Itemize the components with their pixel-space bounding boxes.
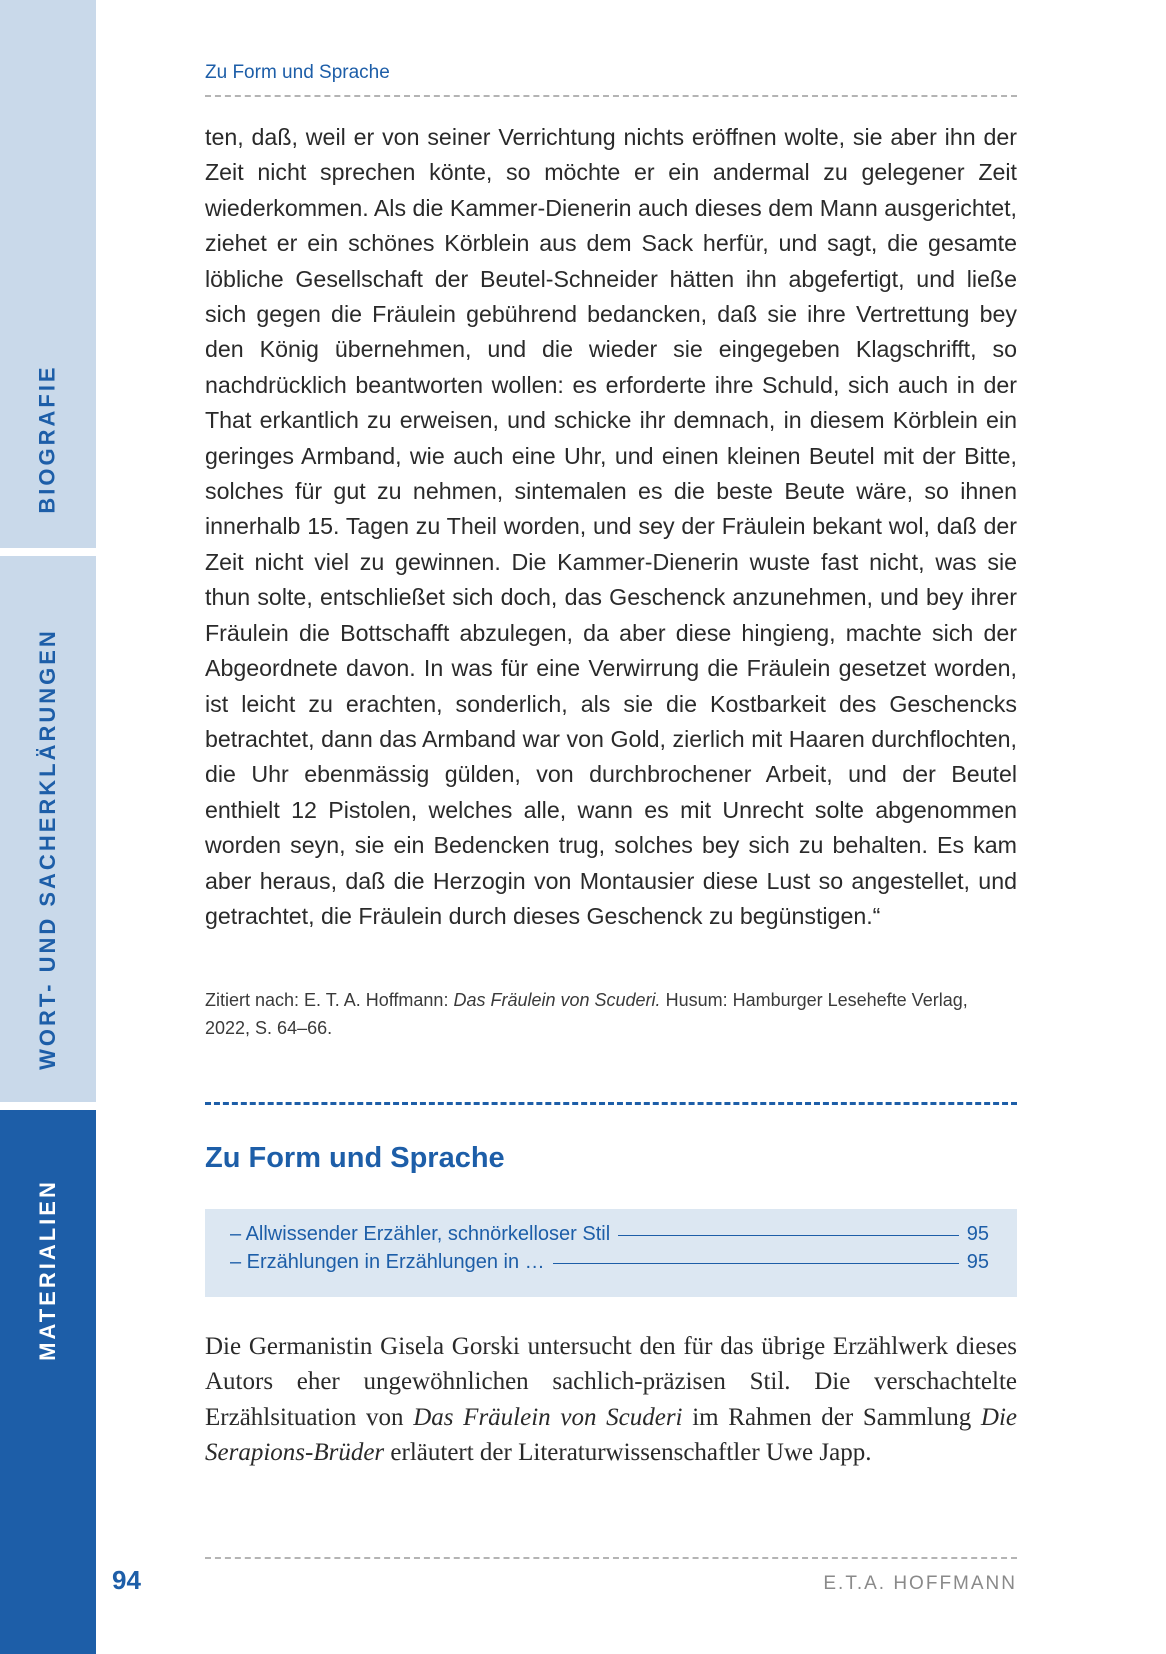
citation-prefix: Zitiert nach: E. T. A. Hoffmann:: [205, 990, 454, 1010]
toc-entry-label: – Allwissender Erzähler, schnörkelloser Stil: [230, 1223, 611, 1245]
sidebar-tab-biografie[interactable]: [0, 0, 96, 548]
running-head: Zu Form und Sprache: [205, 62, 390, 83]
section-intro: [205, 1329, 1017, 1471]
intro-text-part: erläutert der Literaturwissenschaftler Uwe Japp.: [384, 1439, 872, 1467]
section-divider: [205, 1102, 1017, 1105]
sidebar-tab-label: BIOGRAFIE: [35, 364, 61, 514]
toc-leader: [553, 1263, 959, 1264]
header-divider: [205, 95, 1017, 97]
sidebar-tab-label: MATERIALIEN: [35, 1178, 61, 1361]
citation-suffix: Husum: Hamburger Lesehefte Verlag, 2022, S. 64–66.: [205, 990, 968, 1038]
toc-entry-page: 95: [966, 1251, 989, 1273]
quoted-text: ten, daß, weil er von seiner Verrichtung nichts eröffnen wolte, sie aber ihn der Zeit nicht sprechen könte, so möchte er ein andermal zu gelegener Zeit wiederkommen. Als die Kammer-Dienerin auch dieses dem Mann ausgerichtet, ziehet er ein schönes Körblein aus dem Sack herfür, und sagt, die gesamte löbliche Gesellschaft der Beutel-Schneider hätten ihn abgefertigt, und ließe sich gegen die Fräulein gebührend bedancken, daß sie ihre Vertrettung bey den König übernehmen, und die wieder sie eingegeben Klagschrifft, so nachdrücklich beantworten wollen: es erforderte ihre Schuld, sich auch in der That erkantlich zu erweisen, und schicke ihr demnach, in diesem Körblein ein geringes Armband, wie auch eine Uhr, und einen kleinen Beutel mit der Bitte, solches für gut zu nehmen, sintemalen es die beste Beute wäre, so ihnen innerhalb 15. Tagen zu Theil worden, und sey der Fräulein bekant wol, daß der Zeit nicht viel zu gewinnen. Die Kammer-Dienerin wuste fast nicht, was sie thun solte, entschließet sich doch, das Geschenck anzunehmen, und bey ihrer Fräulein die Bottschafft abzulegen, da aber diese hingieng, machte sich der Abgeordnete davon. In was für eine Verwirrung die Fräulein gesetzet worden, ist leicht zu erachten, sonderlich, als sie die Kostbarkeit des Geschencks betrachtet, dann das Armband war von Gold, zierlich mit Haaren durchflochten, die Uhr ebenmässig gülden, von durchbrochener Arbeit, und der Beutel enthielt 12 Pistolen, welches alle, wann es mit Unrecht solte abgenommen worden seyn, sie ein Bedencken trug, solches bey sich zu behalten. Es kam aber heraus, daß die Herzogin von Montausier diese Lust so angestellet, und getrachtet, die Fräulein durch dieses Geschenck zu begünstigen.“: [205, 124, 1017, 929]
citation-title: Das Fräulein von Scuderi.: [453, 990, 661, 1010]
toc-entry-label: – Erzählungen in Erzählungen in …: [230, 1251, 545, 1273]
page-number: 94: [112, 1565, 141, 1595]
toc-entry[interactable]: [230, 1223, 989, 1251]
intro-title-serapions: Die Serapions-Brüder: [205, 1403, 1018, 1467]
toc-entry[interactable]: [230, 1251, 989, 1279]
section-title: Zu Form und Sprache: [205, 1142, 505, 1174]
sidebar-tab-label: WORT- UND SACHERKLÄRUNGEN: [35, 628, 60, 1070]
toc-entry-page: 95: [966, 1223, 989, 1245]
footer-author: E.T.A. HOFFMANN: [823, 1573, 1017, 1594]
citation: [205, 986, 1017, 1042]
sidebar-tab-materialien[interactable]: [0, 1110, 96, 1654]
toc-box: [205, 1209, 1017, 1297]
toc-leader: [618, 1235, 959, 1236]
sidebar: [0, 0, 96, 1654]
intro-text-part: im Rahmen der Sammlung: [682, 1403, 981, 1431]
sidebar-tab-wort-und-sacherklaerungen[interactable]: [0, 556, 96, 1102]
intro-title-scuderi: Das Fräulein von Scuderi: [413, 1403, 683, 1431]
footer-divider: [205, 1557, 1017, 1559]
intro-text-part: Die Germanistin Gisela Gorski untersucht den für das übrige Erzählwerk dieses Autors eher ungewöhnlichen sachlich-präzisen Stil. Die verschachtelte Erzählsituation von: [205, 1333, 1017, 1431]
